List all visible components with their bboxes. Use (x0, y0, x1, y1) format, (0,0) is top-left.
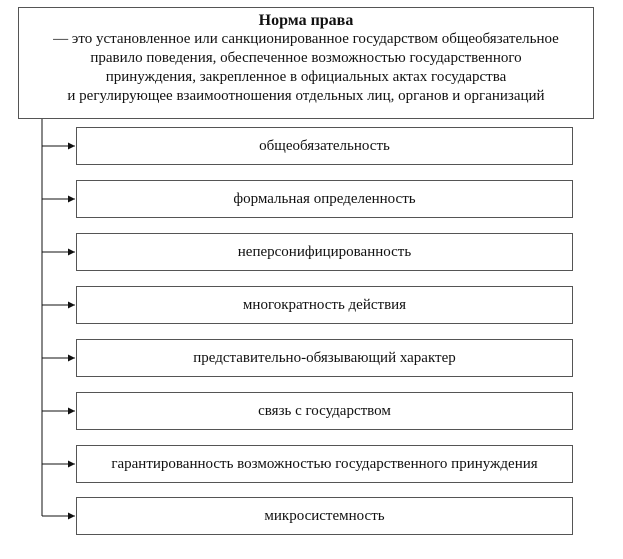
feature-box-4 (76, 286, 573, 324)
feature-box-5 (76, 339, 573, 377)
feature-label-2: формальная определенность (233, 190, 416, 207)
definition-line-4: и регулирующее взаимоотношения отдельных лиц, органов и организаций (67, 88, 545, 104)
feature-label-3: неперсонифицированность (237, 243, 412, 260)
feature-box-8 (76, 497, 573, 535)
feature-box-6 (76, 392, 573, 430)
feature-label-7: гарантированность возможностью государственного принуждения (111, 455, 538, 472)
feature-box-7 (76, 445, 573, 483)
feature-label-1: общеобязательность (259, 137, 390, 154)
feature-label-6: связь с государством (258, 402, 391, 419)
feature-label-4: многократность действия (242, 296, 407, 313)
definition-title: Норма права (258, 12, 354, 29)
feature-label-8: микросистемность (264, 507, 385, 524)
definition-line-2: правило поведения, обеспеченное возможностью государственного (90, 50, 522, 66)
definition-line-3: принуждения, закрепленное в официальных актах государства (105, 69, 507, 85)
definition-line-1: — это установленное или санкционированное государством общеобязательное (53, 31, 559, 47)
feature-label-5: представительно-обязывающий характер (193, 349, 456, 366)
feature-box-2 (76, 180, 573, 218)
feature-box-1 (76, 127, 573, 165)
feature-box-3 (76, 233, 573, 271)
